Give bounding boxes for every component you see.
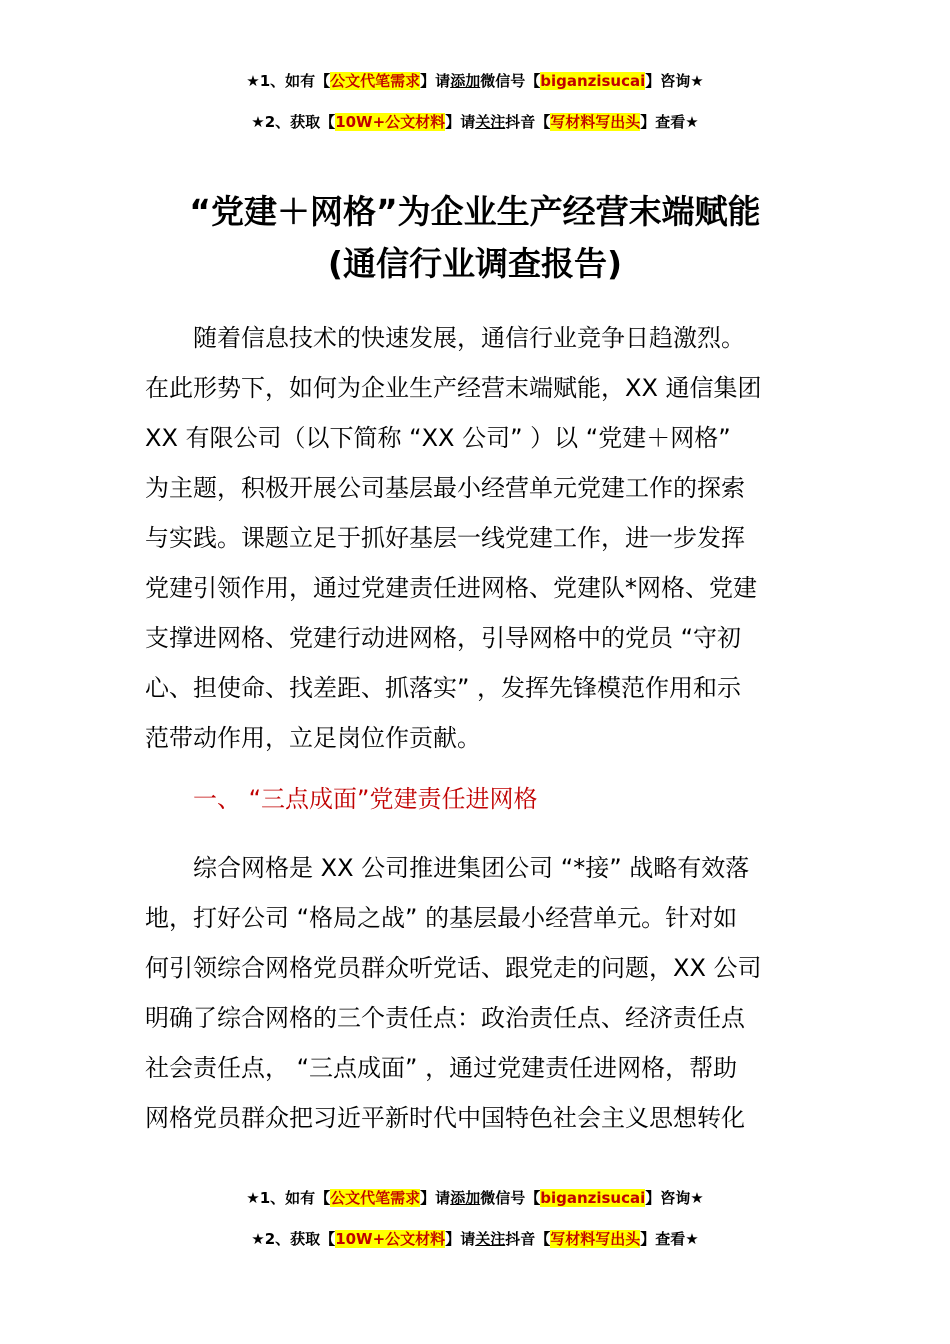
banner-highlight: 公文代笔需求 — [330, 72, 421, 90]
banner-text: ★2、获取【 — [251, 1230, 336, 1248]
banner-text: ★1、如有【 — [246, 72, 331, 90]
text-line: 为主题，积极开展公司基层最小经营单元党建工作的探索 — [145, 474, 745, 502]
banner-text: 抖音【 — [505, 113, 551, 131]
text-line: 网格党员群众把习近平新时代中国特色社会主义思想转化 — [145, 1104, 745, 1132]
banner-text: 微信号【 — [480, 1189, 541, 1207]
banner-underline: 关注 — [475, 113, 506, 131]
banner-highlight: 公文代笔需求 — [330, 1189, 421, 1207]
text-line: 何引领综合网格党员群众听党话、跟党走的问题，XX 公司 — [145, 954, 762, 982]
banner-text: 】请 — [420, 1189, 451, 1207]
banner-text: 】请 — [445, 113, 476, 131]
banner-underline: 添加 — [450, 1189, 481, 1207]
banner-text: 】请 — [420, 72, 451, 90]
banner-text: 】咨询★ — [645, 1189, 704, 1207]
text-line: 支撑进网格、党建行动进网格，引导网格中的党员 “守初 — [145, 624, 742, 652]
document-title-line-2: (通信行业调查报告) — [327, 244, 623, 283]
section-heading-1: 一、 “三点成面”党建责任进网格 — [193, 785, 538, 813]
banner-highlight: biganzisucai — [540, 1189, 646, 1207]
text-line: 党建引领作用，通过党建责任进网格、党建队*网格、党建 — [145, 574, 757, 602]
banner-highlight: 写材料写出头 — [550, 1230, 641, 1248]
text-line: 社会责任点， “三点成面” ，通过党建责任进网格，帮助 — [145, 1054, 738, 1082]
top-banner-line-1 — [0, 70, 950, 91]
text-line: 与实践。课题立足于抓好基层一线党建工作，进一步发挥 — [145, 524, 745, 552]
text-line: 明确了综合网格的三个责任点：政治责任点、经济责任点 — [145, 1004, 745, 1032]
banner-underline: 添加 — [450, 72, 481, 90]
text-line: 范带动作用，立足岗位作贡献。 — [145, 724, 481, 752]
banner-text: ★2、获取【 — [251, 113, 336, 131]
text-line: 综合网格是 XX 公司推进集团公司 “*接” 战略有效落 — [193, 854, 750, 882]
bottom-banner-line-1 — [0, 1187, 950, 1208]
text-line: 随着信息技术的快速发展，通信行业竞争日趋激烈。 — [193, 324, 745, 352]
banner-text: 微信号【 — [480, 72, 541, 90]
banner-text: 】查看★ — [640, 113, 699, 131]
banner-highlight: 10W+公文材料 — [335, 113, 446, 131]
text-line: 地，打好公司 “格局之战” 的基层最小经营单元。针对如 — [145, 904, 738, 932]
banner-underline: 关注 — [475, 1230, 506, 1248]
banner-text: 】请 — [445, 1230, 476, 1248]
top-banner-line-2 — [0, 111, 950, 132]
document-title-line-1: “党建＋网格”为企业生产经营末端赋能 — [189, 192, 761, 231]
banner-text: 抖音【 — [505, 1230, 551, 1248]
banner-highlight: 10W+公文材料 — [335, 1230, 446, 1248]
banner-text: 】查看★ — [640, 1230, 699, 1248]
text-line: 在此形势下，如何为企业生产经营末端赋能，XX 通信集团 — [145, 374, 762, 402]
text-line: XX 有限公司（以下简称 “XX 公司” ）以 “党建＋网格” — [145, 424, 731, 452]
bottom-banner-line-2 — [0, 1228, 950, 1249]
banner-highlight: biganzisucai — [540, 72, 646, 90]
banner-text: 】咨询★ — [645, 72, 704, 90]
text-line: 心、担使命、找差距、抓落实” ，发挥先锋模范作用和示 — [145, 674, 742, 702]
banner-text: ★1、如有【 — [246, 1189, 331, 1207]
banner-highlight: 写材料写出头 — [550, 113, 641, 131]
